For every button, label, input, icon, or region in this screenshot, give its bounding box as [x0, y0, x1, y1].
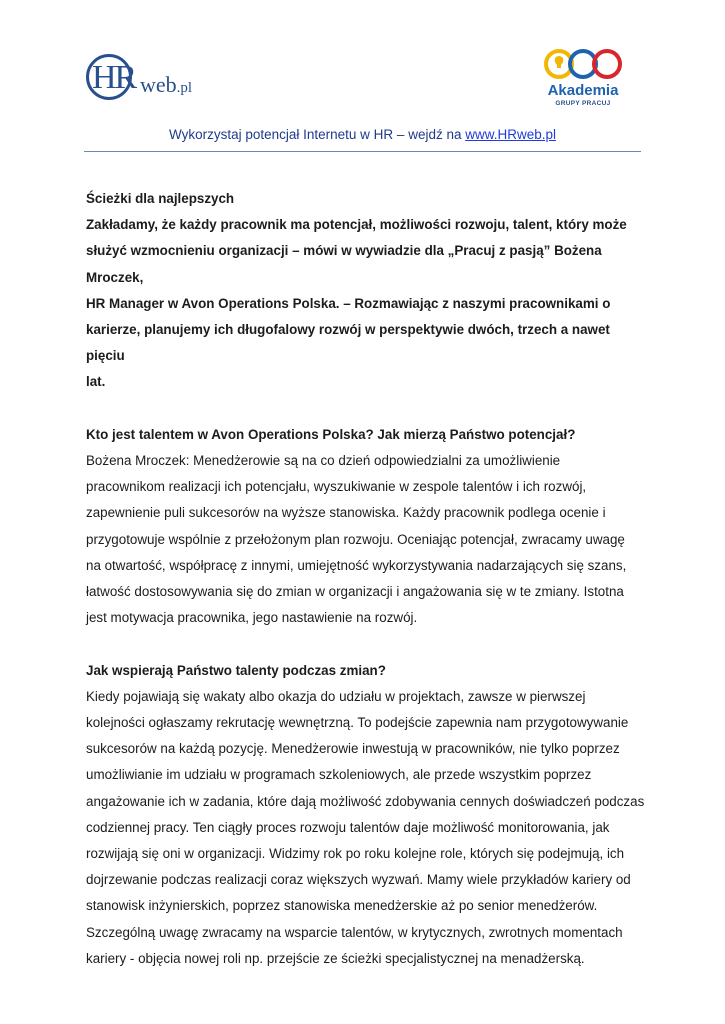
header-divider — [84, 151, 641, 152]
question-heading: Jak wspierają Państwo talenty podczas zmian? — [86, 662, 386, 678]
akademia-subtitle: GRUPY PRACUJ — [555, 100, 611, 107]
article-title: Ścieżki dla najlepszych — [86, 191, 235, 206]
hrweb-logo-hr: HR — [92, 59, 136, 96]
question-heading: Kto jest talentem w Avon Operations Polska? Jak mierzą Państwo potencjał? — [86, 426, 576, 442]
hrweb-logo-pl: .pl — [176, 80, 193, 96]
lead-line: Zakładamy, że każdy pracownik ma potencjał, możliwości rozwoju, talent, który może — [86, 217, 627, 233]
hrweb-logo — [86, 54, 206, 106]
answer-line: stanowisk inżynierskich, poprzez stanowiska menedżerskie aż po senior menedżerów. — [86, 898, 598, 914]
answer-line: zapewnienie puli sukcesorów na wyższe stanowiska. Każdy pracownik podlega ocenie i — [86, 505, 606, 521]
answer-line: kolejności ogłaszamy rekrutację wewnętrzną. To podejście zapewnia nam przygotowywanie — [86, 715, 629, 731]
paragraph-gap — [86, 396, 646, 422]
answer-line: przygotowuje wspólnie z przełożonym plan rozwoju. Oceniając potencjał, zwracamy uwagę — [86, 531, 625, 547]
hrweb-logo-web-text: web — [140, 72, 177, 97]
answer-line: umożliwianie im udziału w programach szkoleniowych, ale przede wszystkim poprzez — [86, 767, 592, 783]
akademia-rings-icon — [542, 46, 624, 82]
answer-line: sukcesorów na każdą pozycję. Menedżerowie inwestują w pracowników, nie tylko poprzez — [86, 741, 620, 757]
answer-line: jest motywacja pracownika, jego nastawienie na rozwój. — [86, 610, 418, 626]
lead-line: karierze, planujemy ich długofalowy rozwój w perspektywie dwóch, trzech a nawet pięciu — [86, 322, 610, 364]
header-tagline — [0, 126, 725, 144]
paragraph-gap — [86, 631, 646, 657]
answer-line: Kiedy pojawiają się wakaty albo okazja do udziału w projektach, zawsze w pierwszej — [86, 688, 586, 704]
answer-line: pracownikom realizacji ich potencjału, wyszukiwanie w zespole talentów i ich rozwój, — [86, 479, 587, 495]
answer-line: Szczególną uwagę zwracamy na wsparcie talentów, w krytycznych, zwrotnych momentach — [86, 924, 623, 940]
answer-line: codziennej pracy. Ten ciągły proces rozwoju talentów daje możliwość monitorowania, jak — [86, 819, 610, 835]
answer-line: na otwartość, współpracę z innymi, umiejętność wykorzystywania nadarzających się szans, — [86, 557, 627, 573]
answer-line: kariery - objęcia nowej roli np. przejście ze ścieżki specjalistycznej na menadżerską. — [86, 950, 585, 966]
lead-line: HR Manager w Avon Operations Polska. – Rozmawiając z naszymi pracownikami o — [86, 295, 611, 311]
hrweb-link[interactable]: www.HRweb.pl — [465, 127, 557, 142]
answer-line: rozwijają się oni w organizacji. Widzimy rok po roku kolejne role, których się podejmują, ich — [86, 846, 625, 862]
akademia-title: Akademia — [547, 82, 619, 99]
lead-line: lat. — [86, 374, 106, 390]
tagline-text: Wykorzystaj potencjał Internetu w HR – wejdź na — [168, 127, 466, 142]
answer-line: łatwość dostosowywania się do zmian w organizacji i angażowania się w te zmiany. Istotna — [86, 584, 624, 600]
answer-line: angażowanie ich w zadania, które dają możliwość zdobywania cennych doświadczeń podczas — [86, 793, 645, 809]
hrweb-logo-web — [140, 72, 192, 101]
answer-line: Bożena Mroczek: Menedżerowie są na co dzień odpowiedzialni za umożliwienie — [86, 453, 561, 469]
akademia-grupy-pracuj-logo — [538, 46, 628, 112]
answer-line: dojrzewanie podczas realizacji coraz większych wyzwań. Mamy wiele przykładów kariery od — [86, 872, 631, 888]
lead-line: służyć wzmocnieniu organizacji – mówi w wywiadzie dla „Pracuj z pasją” Bożena Mroczek, — [86, 243, 602, 285]
article-body — [86, 186, 646, 972]
